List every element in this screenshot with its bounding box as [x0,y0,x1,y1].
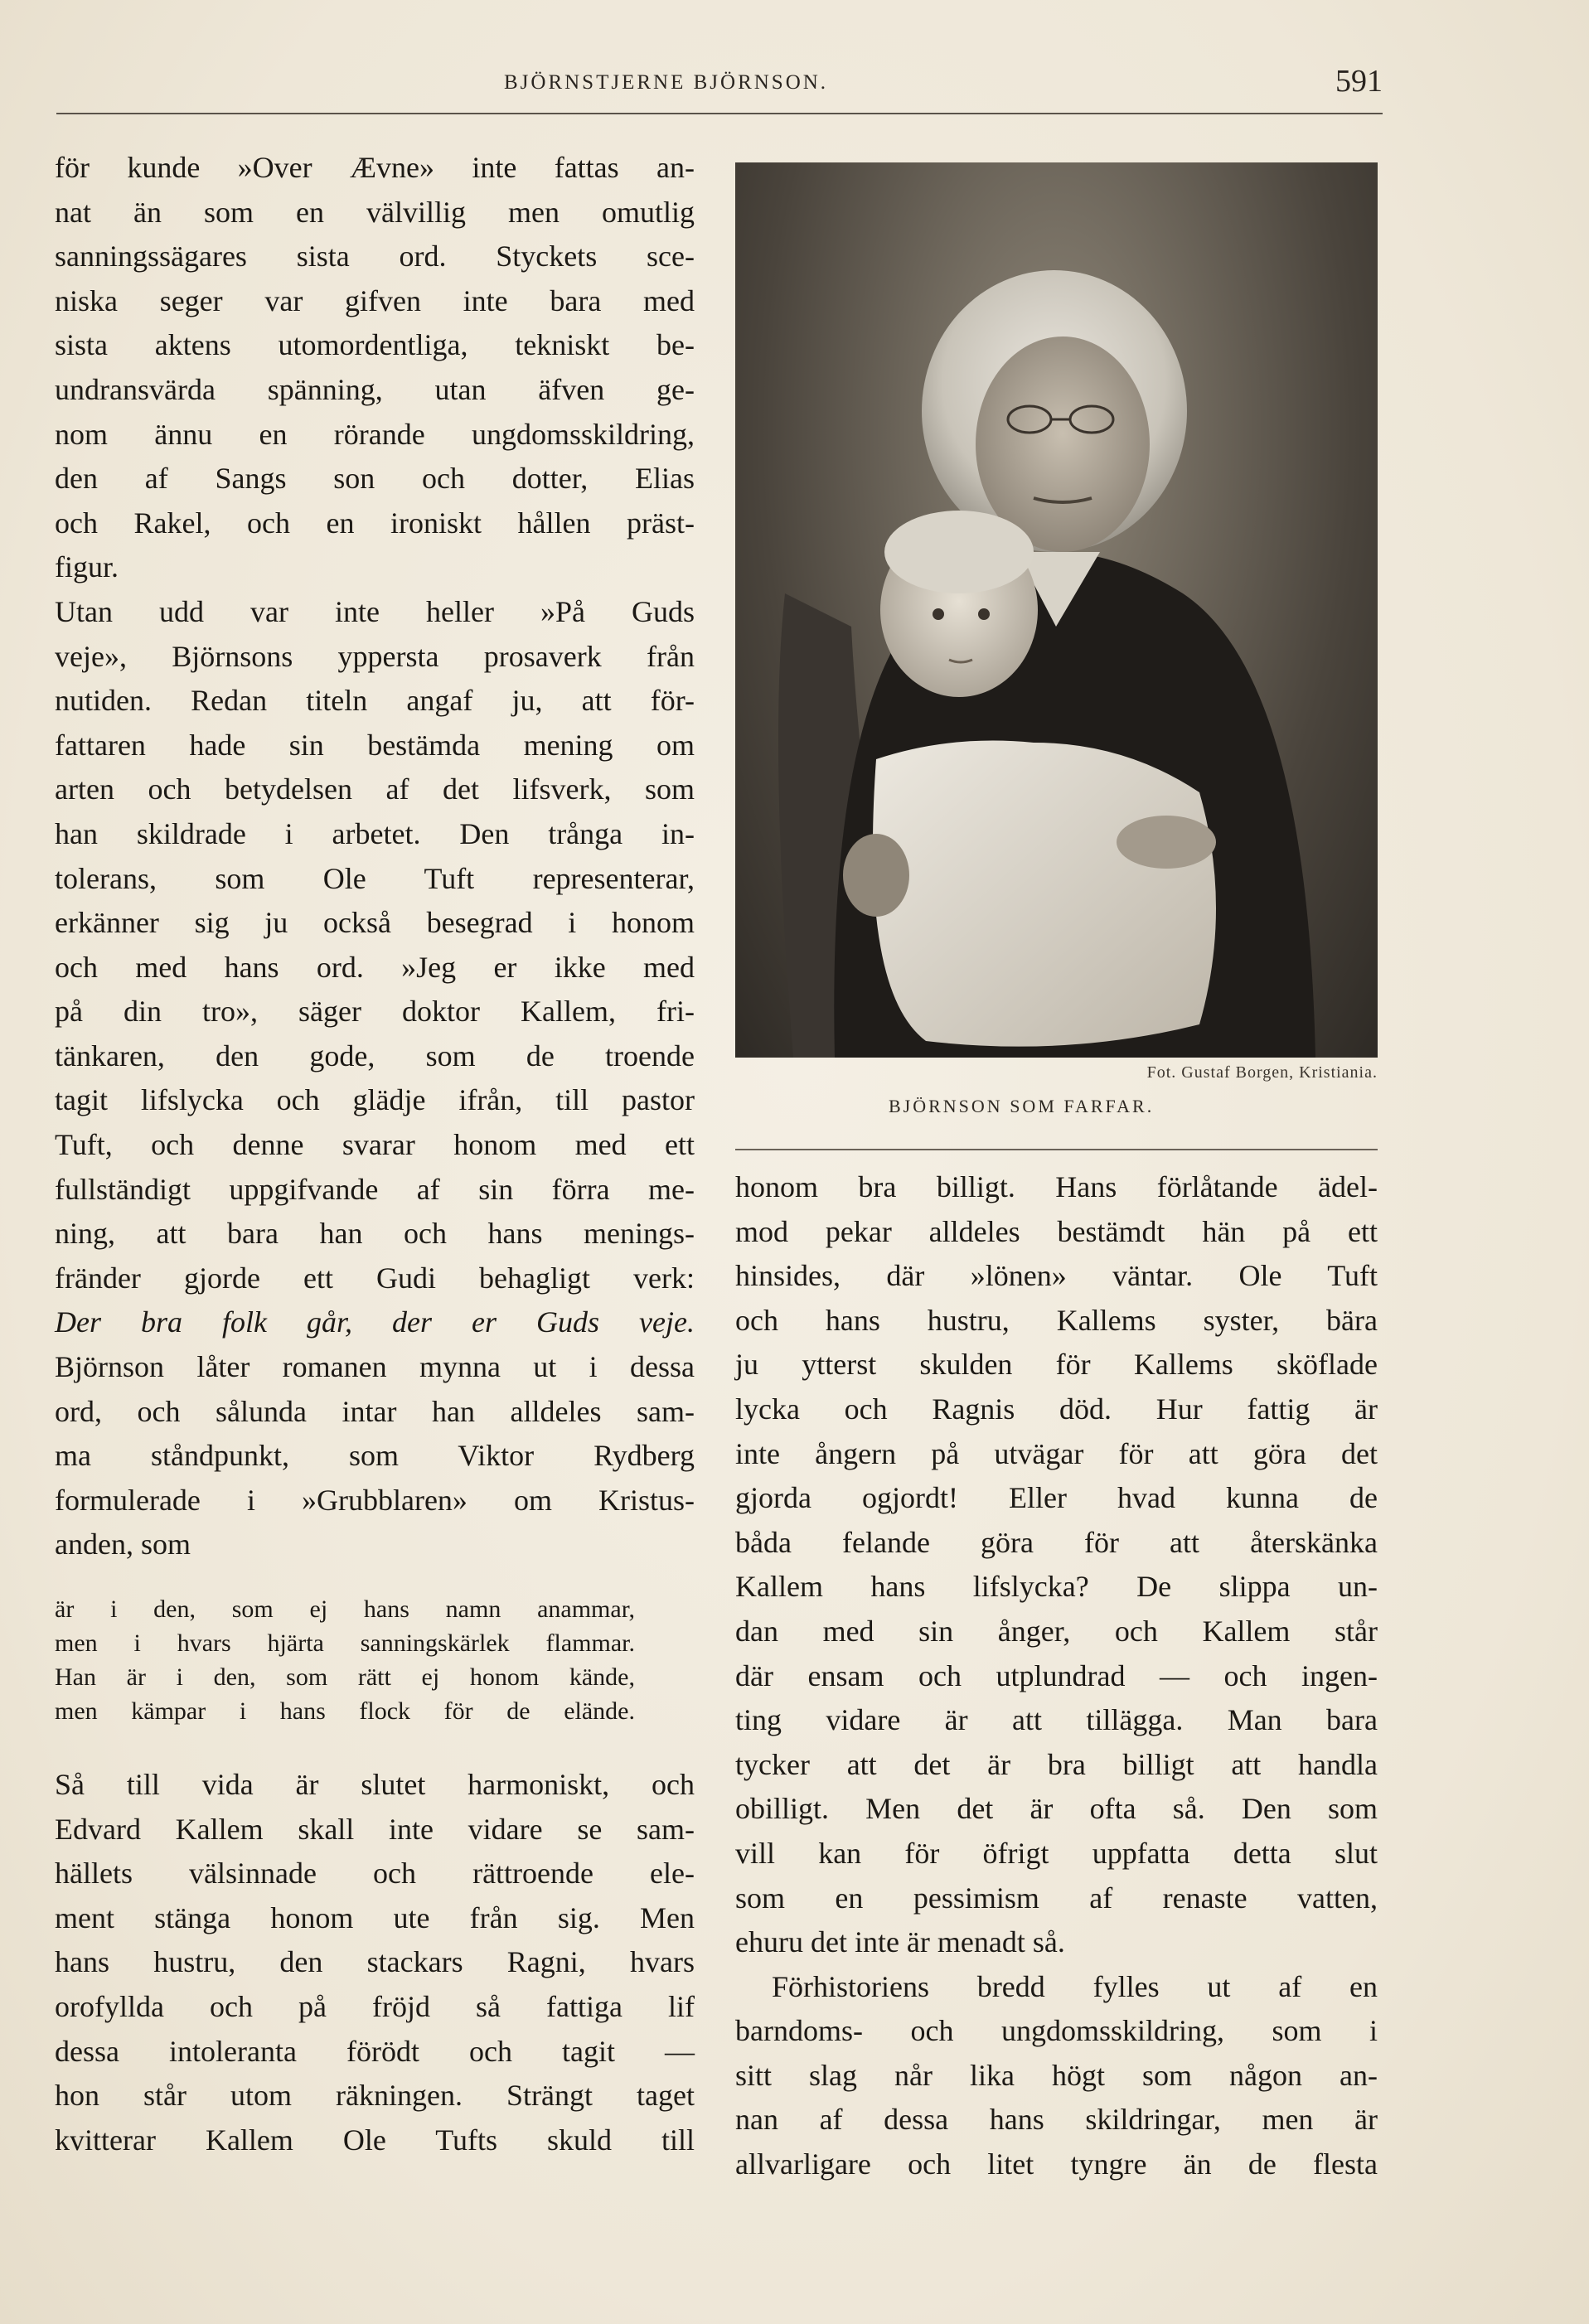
text-line: ting vidare är att tillägga. Man bara [735,1703,1378,1737]
text-line: Björnson låter romanen mynna ut i dessa [55,1350,695,1384]
text-line: dan med sin ånger, och Kallem står [735,1614,1378,1648]
text-line: nutiden. Redan titeln angaf ju, att för- [55,684,695,718]
text-line: obilligt. Men det är ofta så. Den som [735,1792,1378,1826]
verse-line: men kämpar i hans flock för de elände. [55,1697,635,1725]
text-line: ord, och sålunda intar han alldeles sam- [55,1394,695,1428]
photo-illustration [735,162,1378,1058]
page-header [56,60,1383,109]
text-line: Så till vida är slutet harmoniskt, och [55,1768,695,1801]
text-line: vill kan för öfrigt uppfatta detta slut [735,1836,1378,1870]
text-line: veje», Björnsons yppersta prosaverk från [55,639,695,673]
text-line: sista aktens utomordentliga, tekniskt be- [55,328,695,362]
text-line: orofyllda och på fröjd så fattiga lif [55,1989,695,2023]
text-line: hans hustru, den stackars Ragni, hvars [55,1945,695,1979]
text-line: fattaren hade sin bestämda mening om [55,728,695,762]
text-line: som en pessimism af renaste vatten, [735,1881,1378,1915]
text-line: formulerade i »Grubblaren» om Kristus- [55,1483,695,1517]
text-line: på din tro», säger doktor Kallem, fri- [55,995,695,1029]
text-line: Utan udd var inte heller »På Guds [55,594,695,628]
text-line: lycka och Ragnis död. Hur fattig är [735,1392,1378,1426]
right-column [735,1165,1378,2187]
text-line: han skildrade i arbetet. Den trånga in- [55,816,695,850]
photo-credit: Fot. Gustaf Borgen, Kristiania. [1146,1063,1378,1082]
text-line: fullständigt uppgifvande af sin förra me- [55,1172,695,1206]
text-line: där ensam och utplundrad — och ingen- [735,1658,1378,1692]
hand-shape [1117,816,1216,869]
italic-quote-line: Der bra folk går, der er Guds veje. [55,1305,695,1339]
text-line: och med hans ord. »Jeg er ikke med [55,950,695,984]
text-line: ehuru det inte är menadt så. [735,1925,1065,1959]
text-line: sitt slag når lika högt som någon an- [735,2058,1378,2092]
verse-line: är i den, som ej hans namn anammar, [55,1595,635,1623]
text-line: barndoms- och ungdomsskildring, som i [735,2014,1378,2048]
text-line: tycker att det är bra billigt att handla [735,1747,1378,1781]
text-line: allvarligare och litet tyngre än de flesta [735,2147,1378,2181]
text-line: kvitterar Kallem Ole Tufts skuld till [55,2123,695,2157]
text-line: sanningssägares sista ord. Styckets sce- [55,240,695,274]
photo-caption: BJÖRNSON SOM FARFAR. [889,1096,1155,1116]
text-line: dessa intoleranta förödt och tagit — [55,2034,695,2068]
text-line: nan af dessa hans skildringar, men är [735,2103,1378,2137]
text-line: Förhistoriens bredd fylles ut af en [772,1969,1378,2003]
baby-dress [873,741,1216,1047]
spacer [55,1728,695,1763]
caption-rule [735,1149,1378,1150]
text-line: den af Sangs son och dotter, Elias [55,462,695,496]
paragraph-1 [55,146,695,590]
text-line: för kunde »Over Ævne» inte fattas an- [55,151,695,184]
left-column [55,146,695,2162]
text-line: ment stänga honom ute från sig. Men [55,1900,695,1934]
page-number: 591 [1335,64,1383,99]
text-line: hon står utom räkningen. Strängt taget [55,2079,695,2113]
text-line: arten och betydelsen af det lifsverk, som [55,772,695,806]
photograph-bjornson-with-grandchild [735,162,1378,1058]
text-line: nat än som en välvillig men omutlig [55,195,695,229]
text-line: hinsides, där »lönen» väntar. Ole Tuft [735,1259,1378,1293]
verse-line: Han är i den, som rätt ej honom kände, [55,1663,635,1691]
text-line: mod pekar alldeles bestämdt hän på ett [735,1214,1378,1248]
text-line: fränder gjorde ett Gudi behagligt verk: [55,1261,695,1295]
spacer [55,1567,695,1592]
paragraph-2 [55,590,695,1567]
text-line: Kallem hans lifslycka? De slippa un- [735,1570,1378,1604]
verse-quotation [55,1592,695,1728]
paragraph-5 [735,1965,1378,2187]
text-line: hällets välsinnade och rättroende ele- [55,1857,695,1891]
paragraph-4 [735,1165,1378,1965]
text-line: niska seger var gifven inte bara med [55,283,695,317]
text-line: inte ångern på utvägar för att göra det [735,1436,1378,1470]
text-line: anden, som [55,1528,191,1561]
text-line: undransvärda spänning, utan äfven ge- [55,372,695,406]
text-line: Tuft, och denne svarar honom med ett [55,1128,695,1162]
verse-line: men i hvars hjärta sanningskärlek flammar. [55,1629,635,1657]
text-line: erkänner sig ju också besegrad i honom [55,906,695,940]
text-line: och hans hustru, Kallems syster, bära [735,1303,1378,1337]
text-line: tänkaren, den gode, som de troende [55,1039,695,1072]
text-line: ju ytterst skulden för Kallems sköflade [735,1348,1378,1382]
text-line: båda felande göra för att återskänka [735,1525,1378,1559]
text-line: Edvard Kallem skall inte vidare se sam- [55,1812,695,1846]
running-title: BJÖRNSTJERNE BJÖRNSON. [504,71,829,94]
text-line: honom bra billigt. Hans förlåtande ädel- [735,1170,1378,1203]
text-line: gjorda ogjordt! Eller hvad kunna de [735,1481,1378,1515]
text-line: nom ännu en rörande ungdomsskildring, [55,417,695,451]
text-line: ma ståndpunkt, som Viktor Rydberg [55,1439,695,1473]
header-rule [56,113,1383,114]
text-line: tagit lifslycka och glädje ifrån, till pastor [55,1083,695,1117]
text-line: och Rakel, och en ironiskt hållen präst- [55,506,695,540]
text-line: ning, att bara han och hans menings- [55,1217,695,1251]
text-line: tolerans, som Ole Tuft representerar, [55,861,695,895]
text-line: figur. [55,550,119,584]
paragraph-3 [55,1763,695,2162]
